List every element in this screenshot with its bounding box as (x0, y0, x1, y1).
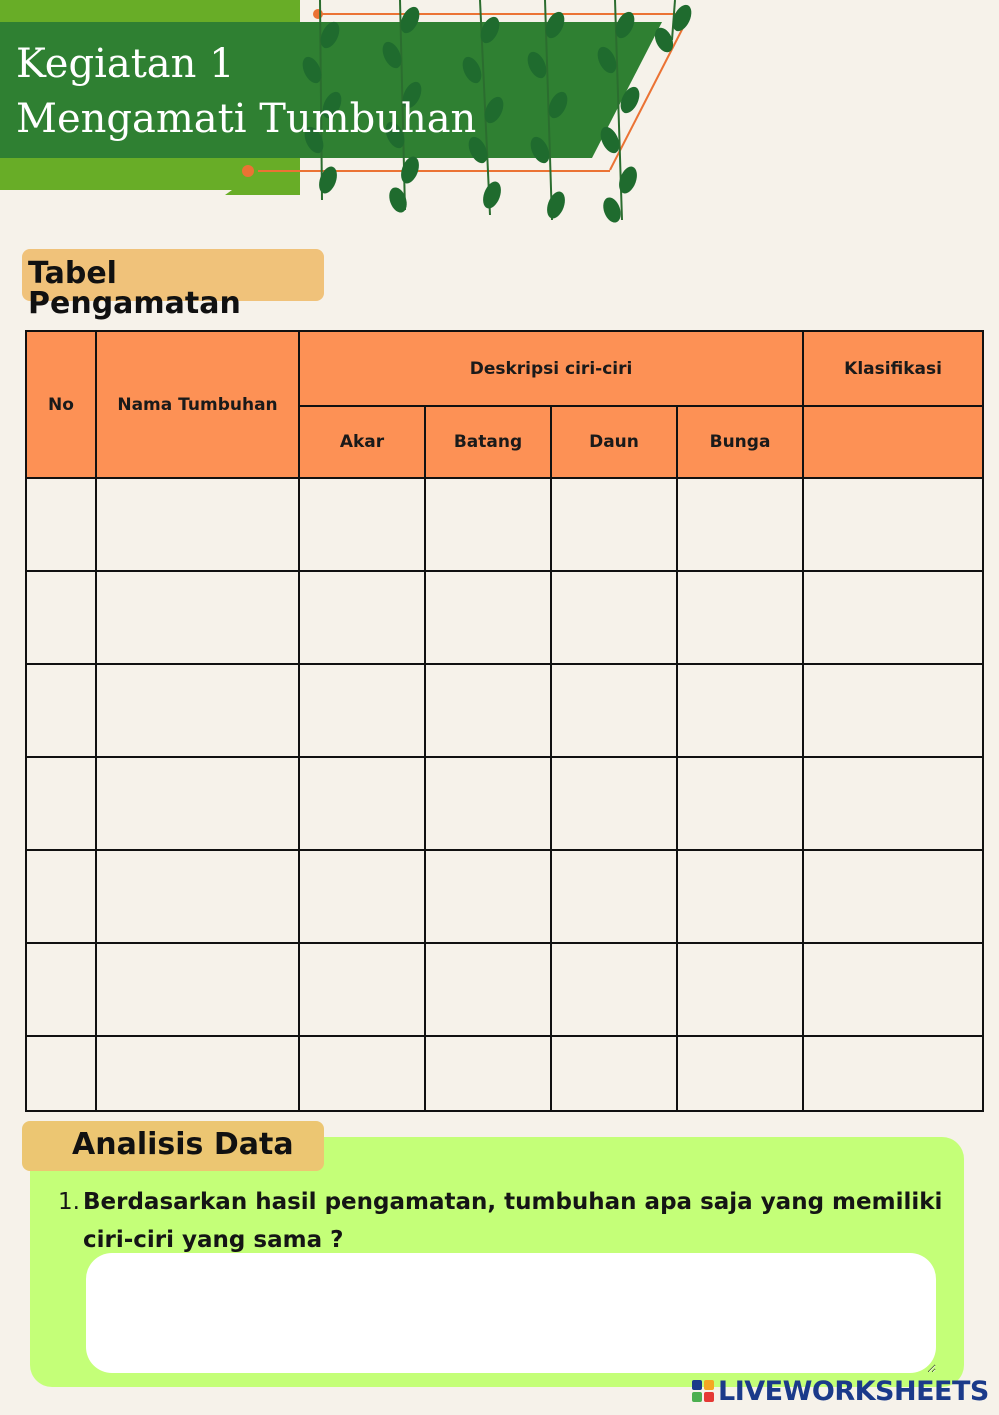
table-row (26, 664, 983, 757)
cell-klasifikasi[interactable] (803, 943, 983, 1036)
section-label-analisis (22, 1121, 324, 1171)
cell-bunga[interactable] (677, 664, 803, 757)
header-bunga: Bunga (677, 406, 803, 478)
cell-akar[interactable] (299, 478, 425, 571)
question-text: Berdasarkan hasil pengamatan, tumbuhan apa saja yang memiliki ciri-ciri yang sama ? (83, 1189, 943, 1253)
section-label-tabel-text: Tabel Pengamatan (28, 256, 241, 321)
cell-no[interactable] (26, 571, 96, 664)
table-row (26, 850, 983, 943)
table-row (26, 571, 983, 664)
cell-batang[interactable] (425, 943, 551, 1036)
cell-daun[interactable] (551, 571, 677, 664)
header-no: No (26, 331, 96, 478)
header-nama-tumbuhan: Nama Tumbuhan (96, 331, 299, 478)
section-label-tabel (22, 249, 324, 321)
cell-batang[interactable] (425, 850, 551, 943)
activity-title: Kegiatan 1 (16, 41, 235, 87)
liveworksheets-watermark (691, 1373, 989, 1409)
header-batang: Batang (425, 406, 551, 478)
cell-daun[interactable] (551, 664, 677, 757)
cell-nama[interactable] (96, 943, 299, 1036)
cell-daun[interactable] (551, 1036, 677, 1111)
cell-no[interactable] (26, 664, 96, 757)
cell-bunga[interactable] (677, 850, 803, 943)
question-item (58, 1183, 948, 1259)
table-row (26, 1036, 983, 1111)
cell-daun[interactable] (551, 478, 677, 571)
cell-daun[interactable] (551, 757, 677, 850)
table-row (26, 478, 983, 571)
liveworksheets-logo-icon (691, 1379, 715, 1403)
header-akar: Akar (299, 406, 425, 478)
cell-no[interactable] (26, 850, 96, 943)
cell-no[interactable] (26, 1036, 96, 1111)
header-klasifikasi: Klasifikasi (803, 331, 983, 406)
cell-no[interactable] (26, 757, 96, 850)
cell-nama[interactable] (96, 571, 299, 664)
table-row (26, 757, 983, 850)
activity-subtitle: Mengamati Tumbuhan (16, 96, 477, 142)
cell-daun[interactable] (551, 850, 677, 943)
cell-klasifikasi[interactable] (803, 664, 983, 757)
cell-akar[interactable] (299, 943, 425, 1036)
cell-akar[interactable] (299, 571, 425, 664)
cell-batang[interactable] (425, 1036, 551, 1111)
header-klasifikasi-sub (803, 406, 983, 478)
cell-no[interactable] (26, 478, 96, 571)
cell-klasifikasi[interactable] (803, 478, 983, 571)
cell-klasifikasi[interactable] (803, 1036, 983, 1111)
cell-bunga[interactable] (677, 943, 803, 1036)
cell-no[interactable] (26, 943, 96, 1036)
cell-batang[interactable] (425, 757, 551, 850)
cell-akar[interactable] (299, 1036, 425, 1111)
cell-nama[interactable] (96, 478, 299, 571)
cell-akar[interactable] (299, 850, 425, 943)
cell-nama[interactable] (96, 757, 299, 850)
cell-daun[interactable] (551, 943, 677, 1036)
cell-klasifikasi[interactable] (803, 850, 983, 943)
cell-klasifikasi[interactable] (803, 757, 983, 850)
cell-akar[interactable] (299, 664, 425, 757)
cell-batang[interactable] (425, 664, 551, 757)
header-deskripsi: Deskripsi ciri-ciri (299, 331, 803, 406)
observation-table (25, 330, 984, 1112)
table-row (26, 943, 983, 1036)
cell-nama[interactable] (96, 1036, 299, 1111)
cell-batang[interactable] (425, 478, 551, 571)
cell-nama[interactable] (96, 664, 299, 757)
cell-nama[interactable] (96, 850, 299, 943)
question-number: 1. (58, 1189, 80, 1215)
header-daun: Daun (551, 406, 677, 478)
cell-klasifikasi[interactable] (803, 571, 983, 664)
cell-batang[interactable] (425, 571, 551, 664)
cell-bunga[interactable] (677, 757, 803, 850)
watermark-text: LIVEWORKSHEETS (718, 1375, 989, 1407)
cell-bunga[interactable] (677, 478, 803, 571)
section-label-analisis-text: Analisis Data (72, 1127, 294, 1162)
cell-bunga[interactable] (677, 1036, 803, 1111)
answer-input[interactable] (86, 1253, 936, 1373)
cell-bunga[interactable] (677, 571, 803, 664)
cell-akar[interactable] (299, 757, 425, 850)
